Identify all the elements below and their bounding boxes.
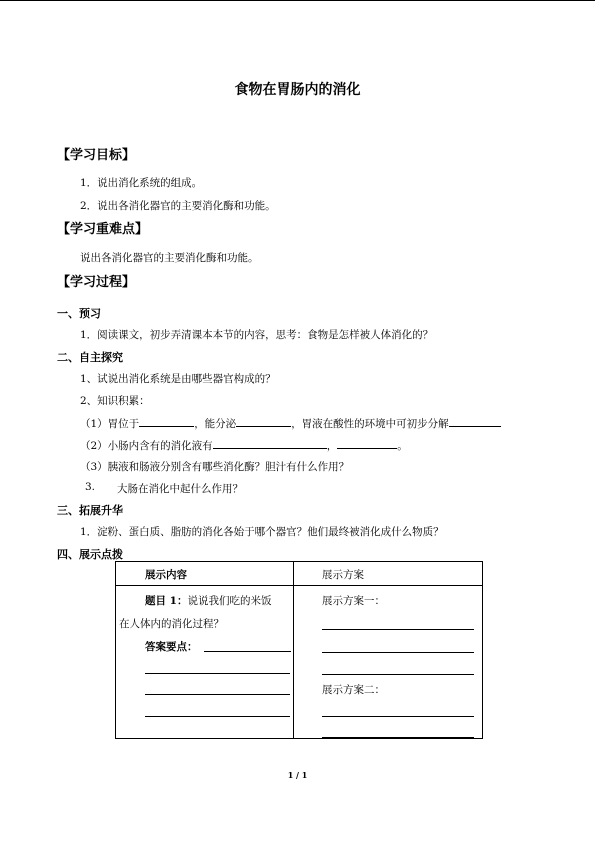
explore-heading: 二、自主探究 bbox=[57, 351, 123, 364]
plan-1-blank-1 bbox=[322, 629, 474, 630]
col1-header-cell bbox=[116, 562, 294, 586]
knowledge-line-2 bbox=[80, 437, 408, 453]
goals-heading: 【学习目标】 bbox=[57, 148, 136, 163]
col1-header: 展示内容 bbox=[145, 569, 187, 581]
plan-1-blank-2 bbox=[322, 652, 474, 653]
plan-cell bbox=[294, 586, 483, 739]
answer-blank-4 bbox=[145, 716, 290, 717]
col2-header: 展示方案 bbox=[322, 569, 364, 581]
answer-blank-3 bbox=[145, 694, 290, 695]
k2-part-c: 。 bbox=[397, 440, 408, 452]
topic-cell bbox=[116, 586, 294, 739]
plan-1-label: 展示方案一： bbox=[322, 595, 385, 607]
explore-q1: 1、试说出消化系统是由哪些器官构成的？ bbox=[80, 373, 276, 385]
blank-1 bbox=[139, 415, 194, 427]
k1-part-b: ，能分泌 bbox=[194, 418, 237, 430]
preview-item: 1．阅读课文，初步弄清课本本节的内容，思考：食物是怎样被人体消化的？ bbox=[80, 329, 434, 341]
blank-2 bbox=[236, 415, 291, 427]
k2-part-a: （2）小肠内含有的消化液有 bbox=[80, 440, 213, 452]
preview-heading: 一、预习 bbox=[57, 307, 101, 320]
display-table bbox=[115, 561, 483, 739]
answer-label: 答案要点： bbox=[145, 641, 198, 653]
explore-q2: 2、知识积累： bbox=[80, 395, 150, 407]
show-heading: 四、展示点拨 bbox=[57, 548, 123, 561]
extend-heading: 三、拓展升华 bbox=[57, 504, 123, 517]
topic-line-1 bbox=[145, 593, 271, 608]
table-content-row bbox=[116, 586, 483, 739]
topic-line-2: 在人体内的消化过程？ bbox=[119, 618, 224, 630]
key-points-text: 说出各消化器官的主要消化酶和功能。 bbox=[80, 252, 259, 264]
goal-item-2: 2．说出各消化器官的主要消化酶和功能。 bbox=[80, 200, 276, 212]
explore-q3-number: 3. bbox=[85, 481, 96, 493]
explore-q3-text: 大肠在消化中起什么作用？ bbox=[117, 483, 243, 495]
answer-blank-2 bbox=[145, 673, 290, 674]
plan-1-blank-3 bbox=[322, 674, 474, 675]
k1-part-a: （1）胃位于 bbox=[80, 418, 140, 430]
blank-3 bbox=[449, 415, 501, 427]
plan-2-blank-1 bbox=[322, 716, 474, 717]
knowledge-line-1 bbox=[80, 415, 501, 431]
answer-blank-1 bbox=[204, 651, 291, 652]
page-title: 食物在胃肠内的消化 bbox=[234, 82, 361, 98]
plan-2-label: 展示方案二： bbox=[322, 684, 385, 696]
extend-item: 1．淀粉、蛋白质、脂肪的消化各始于哪个器官？他们最终被消化成什么物质？ bbox=[80, 526, 444, 538]
page-number: 1 / 1 bbox=[287, 770, 308, 780]
topic-text-1: 说说我们吃的米饭 bbox=[187, 595, 272, 607]
header-rule bbox=[0, 0, 595, 1]
plan-2-blank-2 bbox=[322, 737, 474, 738]
process-heading: 【学习过程】 bbox=[57, 275, 136, 290]
topic-label: 题目 1： bbox=[145, 595, 188, 607]
knowledge-line-3: （3）胰液和肠液分别含有哪些消化酶？胆汁有什么作用？ bbox=[80, 461, 350, 473]
blank-5 bbox=[337, 437, 397, 449]
key-points-heading: 【学习重难点】 bbox=[57, 222, 149, 237]
col2-header-cell bbox=[294, 562, 483, 586]
goal-item-1: 1．说出消化系统的组成。 bbox=[80, 177, 203, 189]
blank-4 bbox=[213, 437, 327, 449]
table-header-row bbox=[116, 562, 483, 586]
k1-part-c: ，胃液在酸性的环境中可初步分解 bbox=[291, 418, 449, 430]
k2-part-b: ， bbox=[326, 440, 338, 452]
